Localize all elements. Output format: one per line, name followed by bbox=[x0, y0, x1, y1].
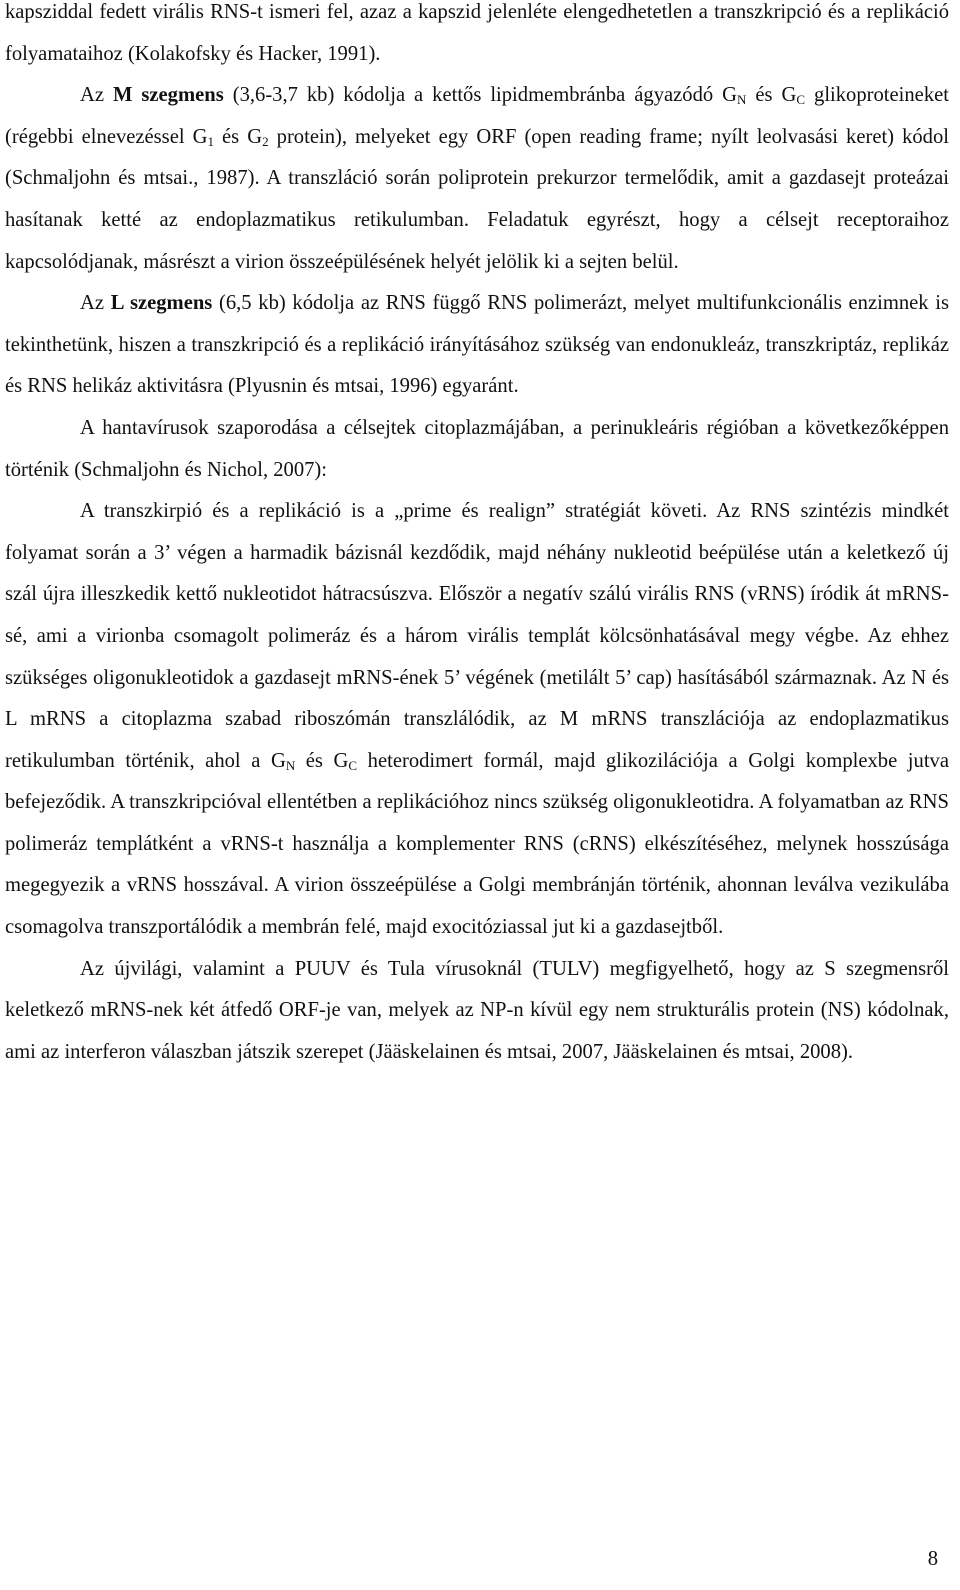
paragraph-kapszid: kapsziddal fedett virális RNS-t ismeri fel, azaz a kapszid jelenléte elengedhetetlen a transzkripció és a replikáció folyamataihoz (Kolakofsky és Hacker, 1991). bbox=[5, 1, 949, 65]
document-page bbox=[5, 0, 949, 1073]
term-l-segment: L szegmens bbox=[110, 292, 213, 315]
term-m-segment: M szegmens bbox=[112, 84, 224, 107]
page-number: 8 bbox=[927, 1548, 938, 1570]
paragraph-transcription: A transzkirpió és a replikáció is a „prime és realign” stratégiát követi. Az RNS szintézis mindkét folyamat során a 3’ végen a harmadik bázisnál kezdődik, majd néhány nukleotid beépülése után a keletkező új szál újra illeszkedik kettő nukleotidot hátracsúszva. Először a negatív szálú virális RNS (vRNS) íródik át mRNS-sé, ami a virionba csomagolt polimeráz és a három virális templát kölcsönhatásával megy végbe. Az ehhez szükséges oligonukleotidok a gazdasejt mRNS-ének 5’ végének (metilált 5’ cap) hasításából származnak. Az N és L mRNS a citoplazma szabad riboszómán transzlálódik, az M mRNS transzlációja az endoplazmatikus retikulumban történik, ahol a $G_N$ és $G_C$ heterodimert formál, majd glikozilációja a Golgi komplexbe jutva befejeződik. A transzkripcióval ellentétben a replikációhoz nincs szükség oligonukleotidra. A folyamatban az RNS polimeráz templátként a vRNS-t használja a komplementer RNS (cRNS) elkészítéséhez, melynek hosszúsága megegyezik a vRNS hosszával. A virion összeépülése a Golgi membránján történik, ahonnan leválva vezikulába csomagolva transzportálódik a membrán felé, majd exocitóziassal jut ki a gazdasejtből. bbox=[5, 500, 949, 939]
paragraph-l-segment: Az L szegmens (6,5 kb) kódolja az RNS függő RNS polimerázt, melyet multifunkcionális enzimnek is tekinthetünk, hiszen a transzkripció és a replikáció irányításához szükség van endonukleáz, transzkriptáz, replikáz és RNS helikáz aktivitásra (Plyusnin és mtsai, 1996) egyaránt. bbox=[5, 292, 949, 398]
paragraph-new-world: Az újvilági, valamint a PUUV és Tula vírusoknál (TULV) megfigyelhető, hogy az S szegmensről keletkező mRNS-nek két átfedő ORF-je van, melyek az NP-n kívül egy nem strukturális protein (NS) kódolnak, ami az interferon válaszban játszik szerepet (Jääskelainen és mtsai, 2007, Jääskelainen és mtsai, 2008). bbox=[5, 957, 949, 1063]
paragraph-replication-intro: A hantavírusok szaporodása a célsejtek citoplazmájában, a perinukleáris régióban a következőképpen történik (Schmaljohn és Nichol, 2007): bbox=[5, 416, 949, 481]
paragraph-m-segment: Az M szegmens (3,6-3,7 kb) kódolja a kettős lipidmembránba ágyazódó $G_N$ és $G_C$ glikoproteineket (régebbi elnevezéssel $G_1$ és $G_2$ protein), melyeket egy ORF (open reading frame; nyílt leolvasási keret) kódol (Schmaljohn és mtsai., 1987). A transzláció során poliprotein prekurzor termelődik, amit a gazdasejt proteázai hasítanak ketté az endoplazmatikus retikulumban. Feladatuk egyrészt, hogy a célsejt receptoraihoz kapcsolódjanak, másrészt a virion összeépülésének helyét jelölik ki a sejten belül. bbox=[5, 84, 949, 273]
